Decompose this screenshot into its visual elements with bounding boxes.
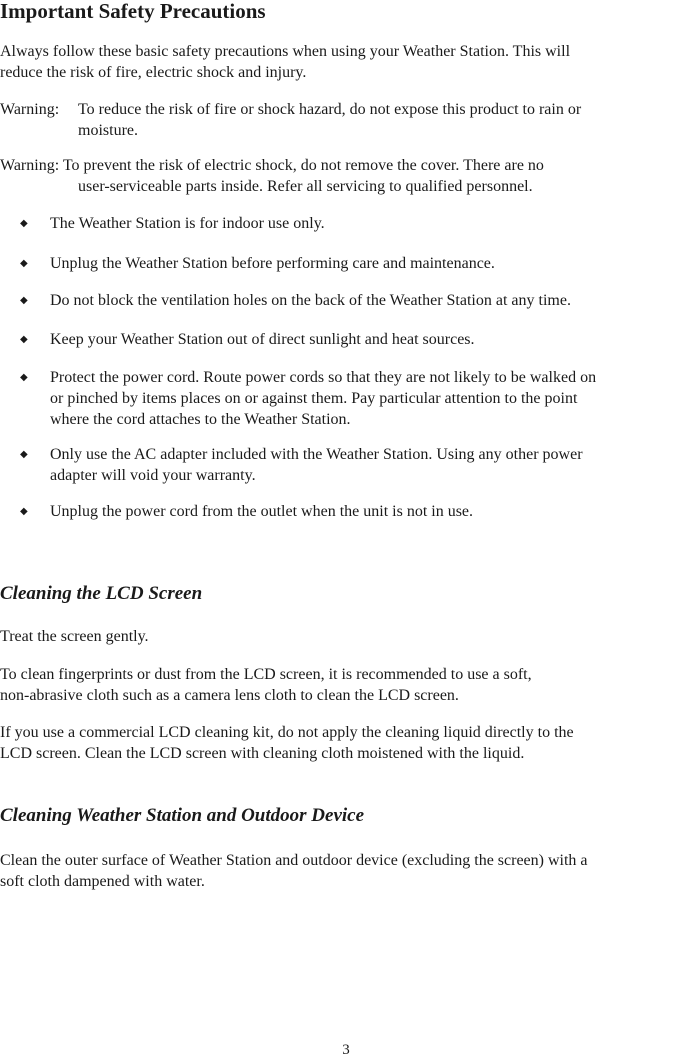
list-item bbox=[0, 501, 674, 522]
bullet-text-line: Keep your Weather Station out of direct sunlight and heat sources. bbox=[50, 331, 475, 348]
section-title-safety: Important Safety Precautions bbox=[0, 0, 266, 23]
warning-text-line-1: To reduce the risk of fire or shock hazard, do not expose this product to rain or bbox=[78, 101, 582, 118]
station-cleaning-line-2: soft cloth dampened with water. bbox=[0, 873, 205, 890]
lcd-paragraph-3-line-1: If you use a commercial LCD cleaning kit, do not apply the cleaning liquid directly to the bbox=[0, 724, 574, 741]
bullet-text-line: adapter will void your warranty. bbox=[50, 467, 256, 484]
diamond-bullet-icon: ◆ bbox=[20, 372, 28, 383]
warning-electric-shock-line-2: user-serviceable parts inside. Refer all servicing to qualified personnel. bbox=[78, 178, 533, 195]
diamond-bullet-icon: ◆ bbox=[20, 258, 28, 269]
warning-label: Warning: bbox=[0, 101, 60, 118]
list-item bbox=[0, 290, 674, 311]
safety-intro-line-2: reduce the risk of fire, electric shock and injury. bbox=[0, 64, 307, 81]
diamond-bullet-icon: ◆ bbox=[20, 295, 28, 306]
bullet-text-line: Unplug the power cord from the outlet when the unit is not in use. bbox=[50, 503, 474, 520]
list-item bbox=[0, 253, 674, 274]
warning-text-line-2: moisture. bbox=[78, 122, 138, 139]
bullet-text-line: The Weather Station is for indoor use only. bbox=[50, 215, 325, 232]
warning-rain-moisture bbox=[0, 99, 674, 141]
bullet-text-line: Only use the AC adapter included with the Weather Station. Using any other power bbox=[50, 446, 583, 463]
section-title-cleaning-lcd: Cleaning the LCD Screen bbox=[0, 583, 203, 604]
station-cleaning-line-1: Clean the outer surface of Weather Station and outdoor device (excluding the screen) with a bbox=[0, 852, 588, 869]
lcd-paragraph-2-line-1: To clean fingerprints or dust from the LCD screen, it is recommended to use a soft, bbox=[0, 666, 532, 683]
bullet-text-line: where the cord attaches to the Weather Station. bbox=[50, 411, 351, 428]
lcd-paragraph-3-line-2: LCD screen. Clean the LCD screen with cleaning cloth moistened with the liquid. bbox=[0, 745, 525, 762]
diamond-bullet-icon: ◆ bbox=[20, 506, 28, 517]
list-item bbox=[0, 329, 674, 350]
list-item bbox=[0, 444, 674, 486]
list-item bbox=[0, 367, 674, 430]
safety-intro-line-1: Always follow these basic safety precautions when using your Weather Station. This will bbox=[0, 43, 571, 60]
diamond-bullet-icon: ◆ bbox=[20, 334, 28, 345]
warning-electric-shock-line-1: Warning: To prevent the risk of electric shock, do not remove the cover. There are no bbox=[0, 157, 544, 174]
bullet-text-line: Unplug the Weather Station before performing care and maintenance. bbox=[50, 255, 495, 272]
bullet-text-line: Do not block the ventilation holes on the back of the Weather Station at any time. bbox=[50, 292, 571, 309]
lcd-paragraph-2-line-2: non-abrasive cloth such as a camera lens cloth to clean the LCD screen. bbox=[0, 687, 459, 704]
list-item bbox=[0, 213, 674, 234]
diamond-bullet-icon: ◆ bbox=[20, 449, 28, 460]
bullet-text-line: Protect the power cord. Route power cords so that they are not likely to be walked on bbox=[50, 369, 597, 386]
diamond-bullet-icon: ◆ bbox=[20, 218, 28, 229]
bullet-text-line: or pinched by items places on or against them. Pay particular attention to the point bbox=[50, 390, 578, 407]
section-title-cleaning-station: Cleaning Weather Station and Outdoor Device bbox=[0, 805, 365, 826]
lcd-paragraph-1: Treat the screen gently. bbox=[0, 628, 149, 645]
page-number: 3 bbox=[342, 1042, 350, 1058]
